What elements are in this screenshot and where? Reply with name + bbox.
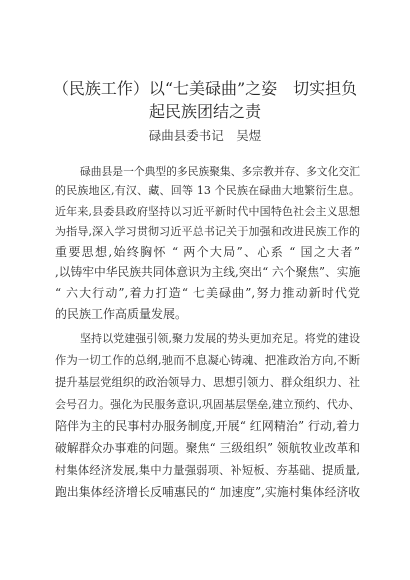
title-line-2: 起民族团结之责 bbox=[148, 102, 261, 121]
paragraph-1-line-1: 碌曲县是一个典型的多民族聚集、多宗教并存、多文化交汇 bbox=[80, 165, 360, 178]
paragraph-1-line-6: ,以铸牢中华民族共同体意识为主线,突出“ 六个聚焦”、实施 bbox=[55, 265, 360, 279]
paragraph-1-line-5: 重要思想,始终胸怀 “ 两个大局”、心系 “ 国之大者” bbox=[55, 245, 360, 259]
title-line-1: （民族工作）以“七美碌曲”之姿 切实担负 bbox=[52, 79, 358, 98]
paragraph-2-line-4: 会号召力。强化为民服务意识,巩固基层堡垒,建立预约、代办、 bbox=[55, 398, 360, 411]
paragraph-2-line-2: 作为一切工作的总纲,驰而不息凝心铸魂、把准政治方向,不断 bbox=[55, 354, 360, 367]
paragraph-1-line-2: 的民族地区,有汉、藏、回等 13 个民族在碌曲大地繁衍生息。 bbox=[55, 184, 360, 197]
paragraph-2-line-6: 破解群众办事难的问题。聚焦“ 三级组织” 领航牧业改革和 bbox=[55, 441, 360, 455]
paragraph-2-line-8: 跑出集体经济增长反哺惠民的“ 加速度”,实施村集体经济收 bbox=[55, 485, 360, 499]
paragraph-1-line-8: 的民族工作高质量发展。 bbox=[55, 307, 188, 321]
byline: 碌曲县委书记 吴煜 bbox=[148, 128, 262, 143]
paragraph-2-line-7: 村集体经济发展,集中力量强弱项、补短板、夯基础、提质量, bbox=[55, 464, 360, 477]
paragraph-1-line-7: “ 六大行动”,着力打造“ 七美碌曲”,努力推动新时代党 bbox=[55, 286, 360, 300]
paragraph-2-line-3: 提升基层党组织的政治领导力、思想引领力、群众组织力、社 bbox=[55, 376, 360, 389]
paragraph-2-line-5: 陪伴为主的民事村办服务制度,开展“ 红网精治” 行动,着力 bbox=[55, 419, 360, 433]
paragraph-1-line-3: 近年来,县委县政府坚持以习近平新时代中国特色社会主义思想 bbox=[55, 205, 360, 218]
paragraph-1-line-4: 为指导,深入学习贯彻习近平总书记关于加强和改进民族工作的 bbox=[55, 225, 360, 238]
paragraph-2-line-1: 坚持以党建强引领,聚力发展的势头更加充足。将党的建设 bbox=[80, 332, 360, 345]
